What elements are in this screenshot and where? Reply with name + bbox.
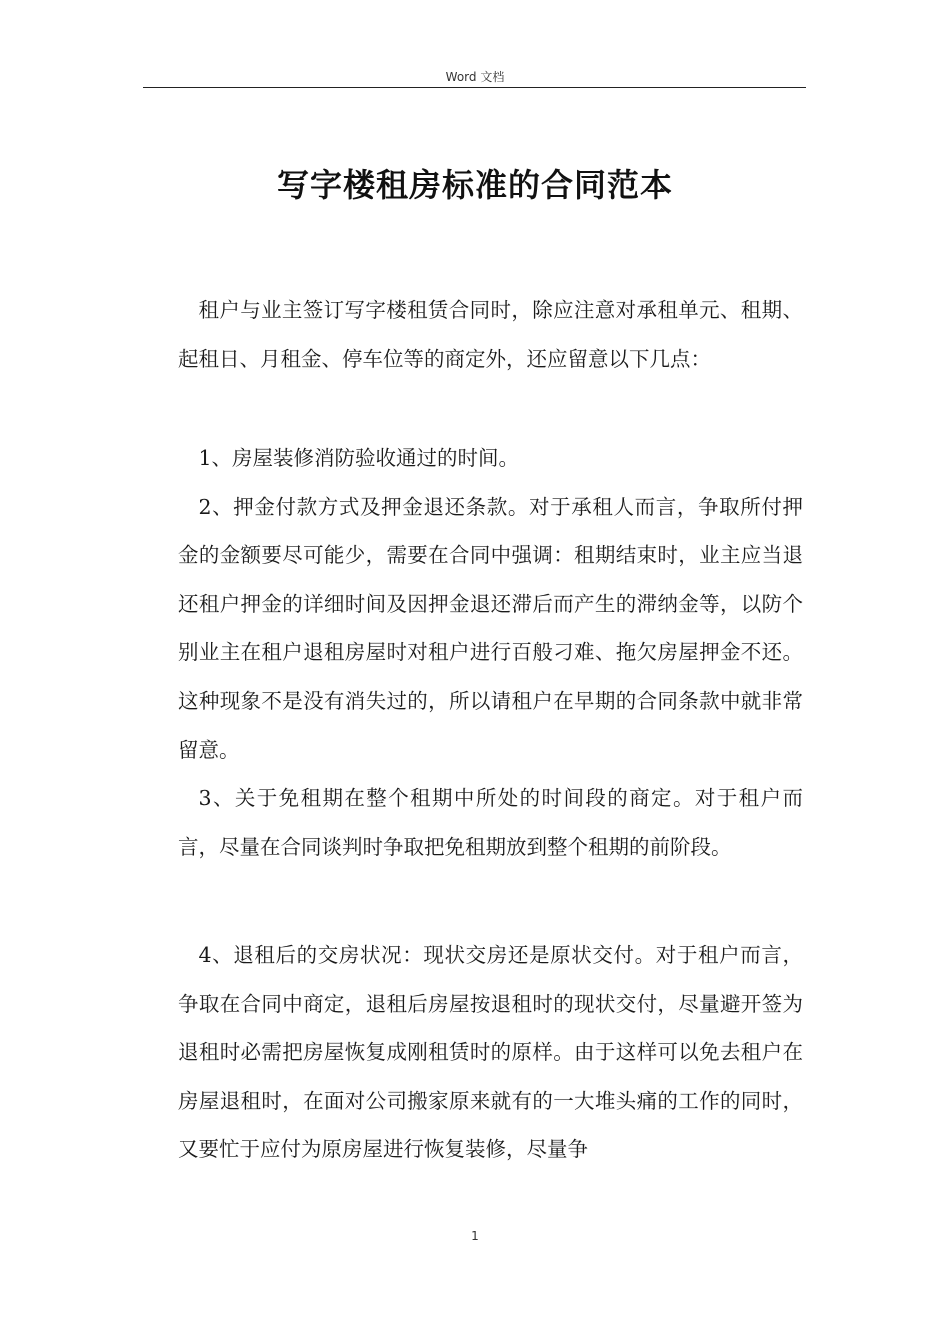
item-paragraph-3: 3、关于免租期在整个租期中所处的时间段的商定。对于租户而言，尽量在合同谈判时争取把免租期放到整个租期的前阶段。	[178, 786, 803, 859]
items-block-2	[178, 931, 803, 1174]
item-paragraph-1: 1、房屋装修消防验收通过的时间。	[198, 446, 520, 470]
page-header-label: Word 文档	[445, 70, 505, 84]
intro-block	[178, 286, 803, 383]
page-number: 1	[471, 1229, 479, 1243]
document-title: 写字楼租房标准的合同范本	[276, 166, 673, 204]
intro-paragraph: 租户与业主签订写字楼租赁合同时，除应注意对承租单元、租期、起租日、月租金、停车位等的商定外，还应留意以下几点：	[178, 298, 803, 371]
item-paragraph-2: 2、押金付款方式及押金退还条款。对于承租人而言，争取所付押金的金额要尽可能少，需要在合同中强调：租期结束时，业主应当退还租户押金的详细时间及因押金退还滞后而产生的滞纳金等，以防个别业主在租户退租房屋时对租户进行百般刁难、拖欠房屋押金不还。这种现象不是没有消失过的，所以请租户在早期的合同条款中就非常留意。	[178, 494, 803, 762]
header-divider	[143, 87, 806, 88]
item-paragraph-4: 4、退租后的交房状况：现状交房还是原状交付。对于租户而言，争取在合同中商定，退租后房屋按退租时的现状交付，尽量避开签为退租时必需把房屋恢复成刚租赁时的原样。由于这样可以免去租户在房屋退租时，在面对公司搬家原来就有的一大堆头痛的工作的同时，又要忙于应付为原房屋进行恢复装修，尽量争	[178, 943, 803, 1162]
items-block-1	[178, 434, 803, 871]
